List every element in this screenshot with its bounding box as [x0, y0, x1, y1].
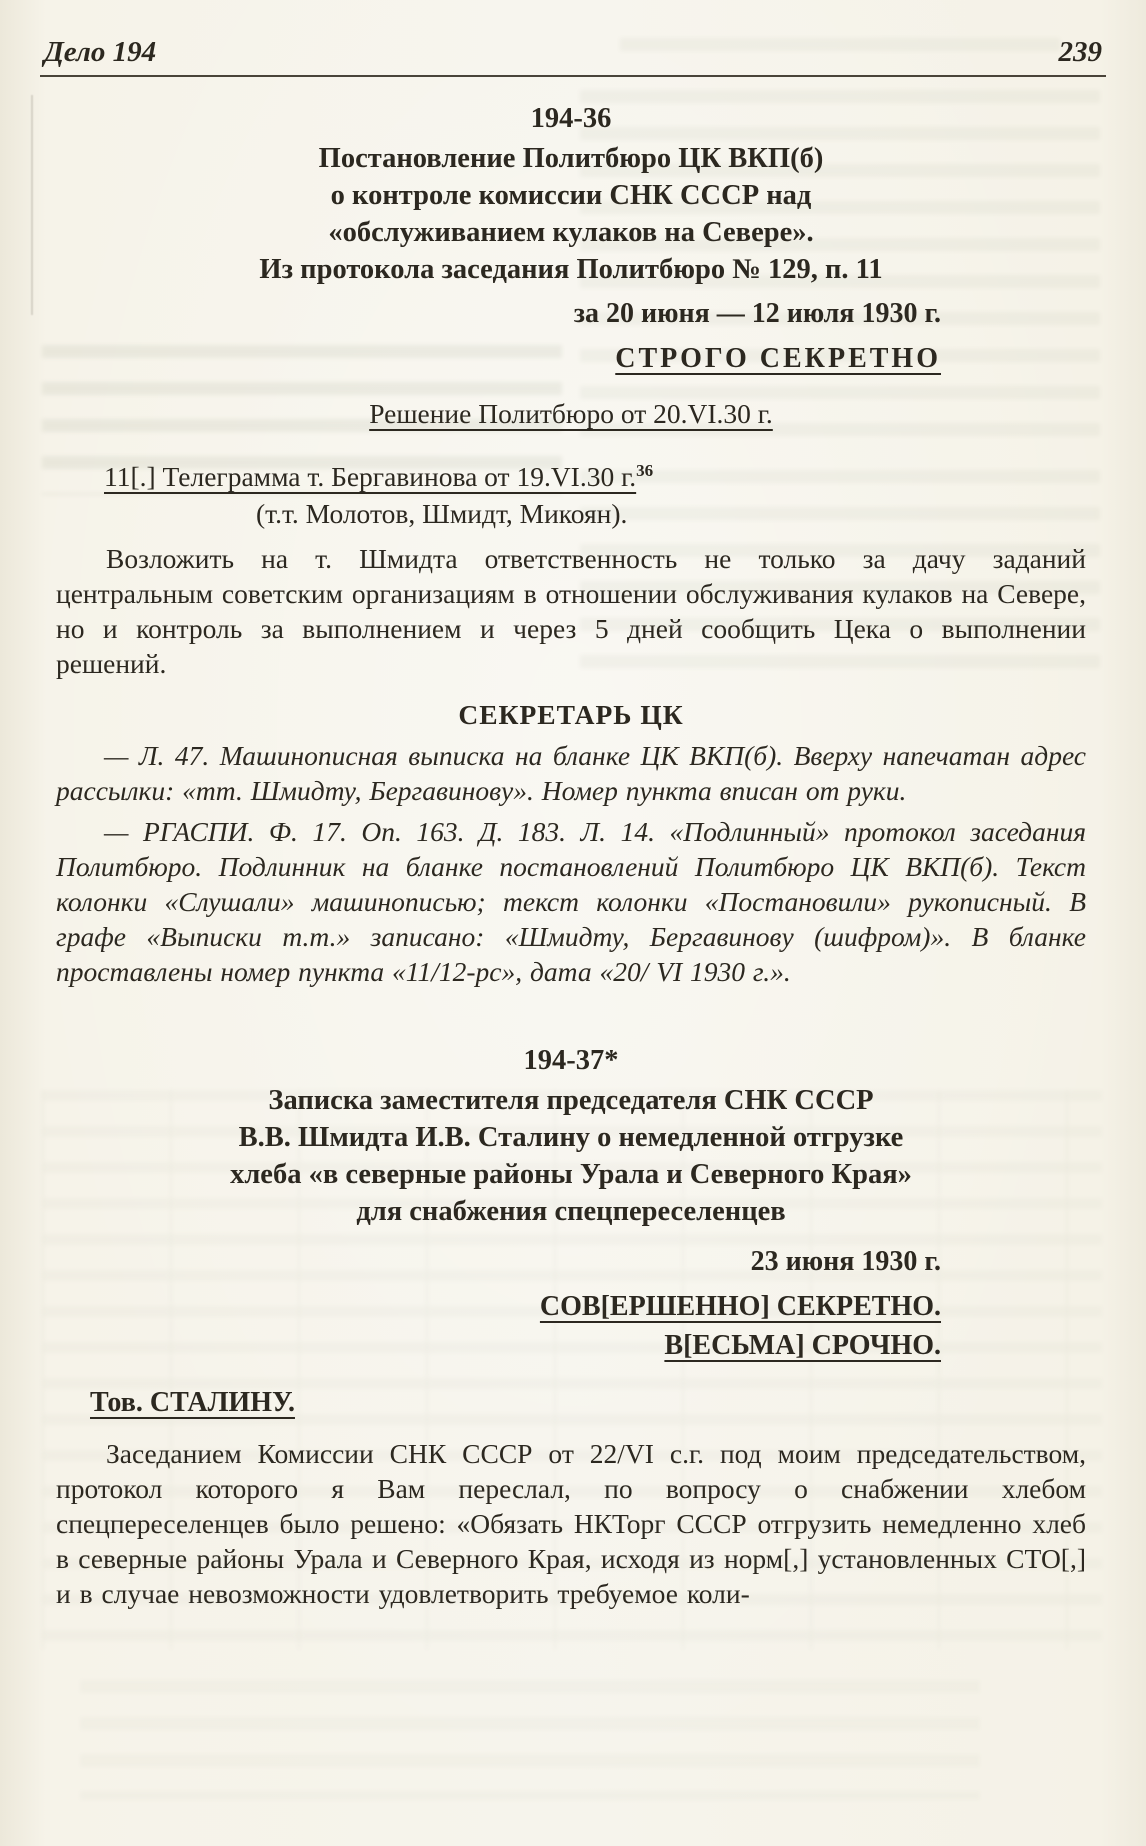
memo-body: Заседанием Комиссии СНК СССР от 22/VI с.г. под моим председательством, протокол которого я Вам переслал, по вопросу о снабжении хлебом спецпереселенцев было решено: «Обязать НКТорг СССР отгрузить немедленно хлеб в северные районы Урала и Северного Края, исходя из норм[,] установленных СТО[,] и в случае невозможности удовлетворить требуемое коли- — [56, 1438, 1086, 1610]
running-head-case-label: Дело 194 — [44, 36, 157, 68]
classification-text: В[ЕСЬМА] СРОЧНО. — [664, 1330, 941, 1362]
resolution-body: Возложить на т. Шмидта ответственность не только за дачу заданий центральным советским организациям в отношении обслуживания кулаков на Севере, но и контроль за выполнением и через 5 дней сообщить Цека о выполнении решений. — [56, 543, 1086, 680]
document-date: за 20 июня — 12 июля 1930 г. — [573, 298, 941, 329]
bleed-through-bottom — [80, 1680, 980, 1800]
title-line: Записка заместителя председателя СНК СССР — [268, 1085, 874, 1117]
archival-note: — РГАСПИ. Ф. 17. Оп. 163. Д. 183. Л. 14. «Подлинный» протокол заседания Политбюро. Подлинник на бланке постановлений Политбюро ЦК ВКП(б). Текст колонки «Слушали» машинописью; текст колонки «Постановили» рукописный. В графе «Выписки т.т.» записано: «Шмидту, Бергавинову (шифром)». В бланке проставлены номер пункта «11/12-рс», дата «20/ VI 1930 г.». — [56, 816, 1086, 988]
classification-text: СТРОГО СЕКРЕТНО — [615, 343, 941, 374]
page-number: 239 — [1058, 36, 1102, 68]
title-line: «обслуживанием кулаков на Севере». — [328, 217, 814, 248]
header-rule — [40, 75, 1106, 77]
archival-note: — Л. 47. Машинописная выписка на бланке ЦК ВКП(б). Вверху напечатан адрес рассылки: «тт. Шмидту, Бергавинову». Номер пункта вписан от руки. — [56, 740, 1086, 807]
classification-line — [56, 1289, 941, 1324]
document-number: 194-37* — [523, 1045, 619, 1077]
document-title — [56, 1082, 1086, 1230]
document-number: 194-36 — [530, 103, 612, 134]
footnote-marker: 36 — [636, 461, 654, 480]
title-line: хлеба «в северные районы Урала и Северного Края» — [230, 1159, 912, 1191]
title-line: Из протокола заседания Политбюро № 129, п. 11 — [259, 254, 883, 285]
classification-line — [56, 1328, 941, 1363]
decision-heading — [56, 396, 1086, 431]
decision-heading-text: Решение Политбюро от 20.VI.30 г. — [369, 398, 773, 429]
title-line: Постановление Политбюро ЦК ВКП(б) — [318, 143, 824, 174]
page-content — [56, 101, 1086, 1611]
title-line: В.В. Шмидта И.В. Сталину о немедленной отгрузке — [238, 1122, 904, 1154]
addressee-line — [56, 1385, 1086, 1420]
signature-line: СЕКРЕТАРЬ ЦК — [458, 699, 684, 731]
agenda-item-line — [56, 453, 1086, 494]
participants-line: (т.т. Молотов, Шмидт, Микоян). — [256, 498, 628, 530]
classification-stamp — [56, 341, 1086, 376]
classification-text: СОВ[ЕРШЕННО] СЕКРЕТНО. — [539, 1291, 941, 1323]
running-head — [44, 36, 1102, 68]
document-title — [56, 140, 1086, 288]
addressee-text: Тов. СТАЛИНУ. — [90, 1387, 295, 1419]
agenda-item-text: 11[.] Телеграмма т. Бергавинова от 19.VI.30 г. — [104, 461, 637, 493]
title-line: для снабжения спецпереселенцев — [356, 1196, 786, 1228]
classification-stamp — [56, 1289, 1086, 1363]
title-line: о контроле комиссии СНК СССР над — [330, 180, 812, 211]
document-194-37 — [56, 1043, 1086, 1611]
document-194-36 — [56, 101, 1086, 989]
document-date: 23 июня 1930 г. — [750, 1246, 941, 1278]
